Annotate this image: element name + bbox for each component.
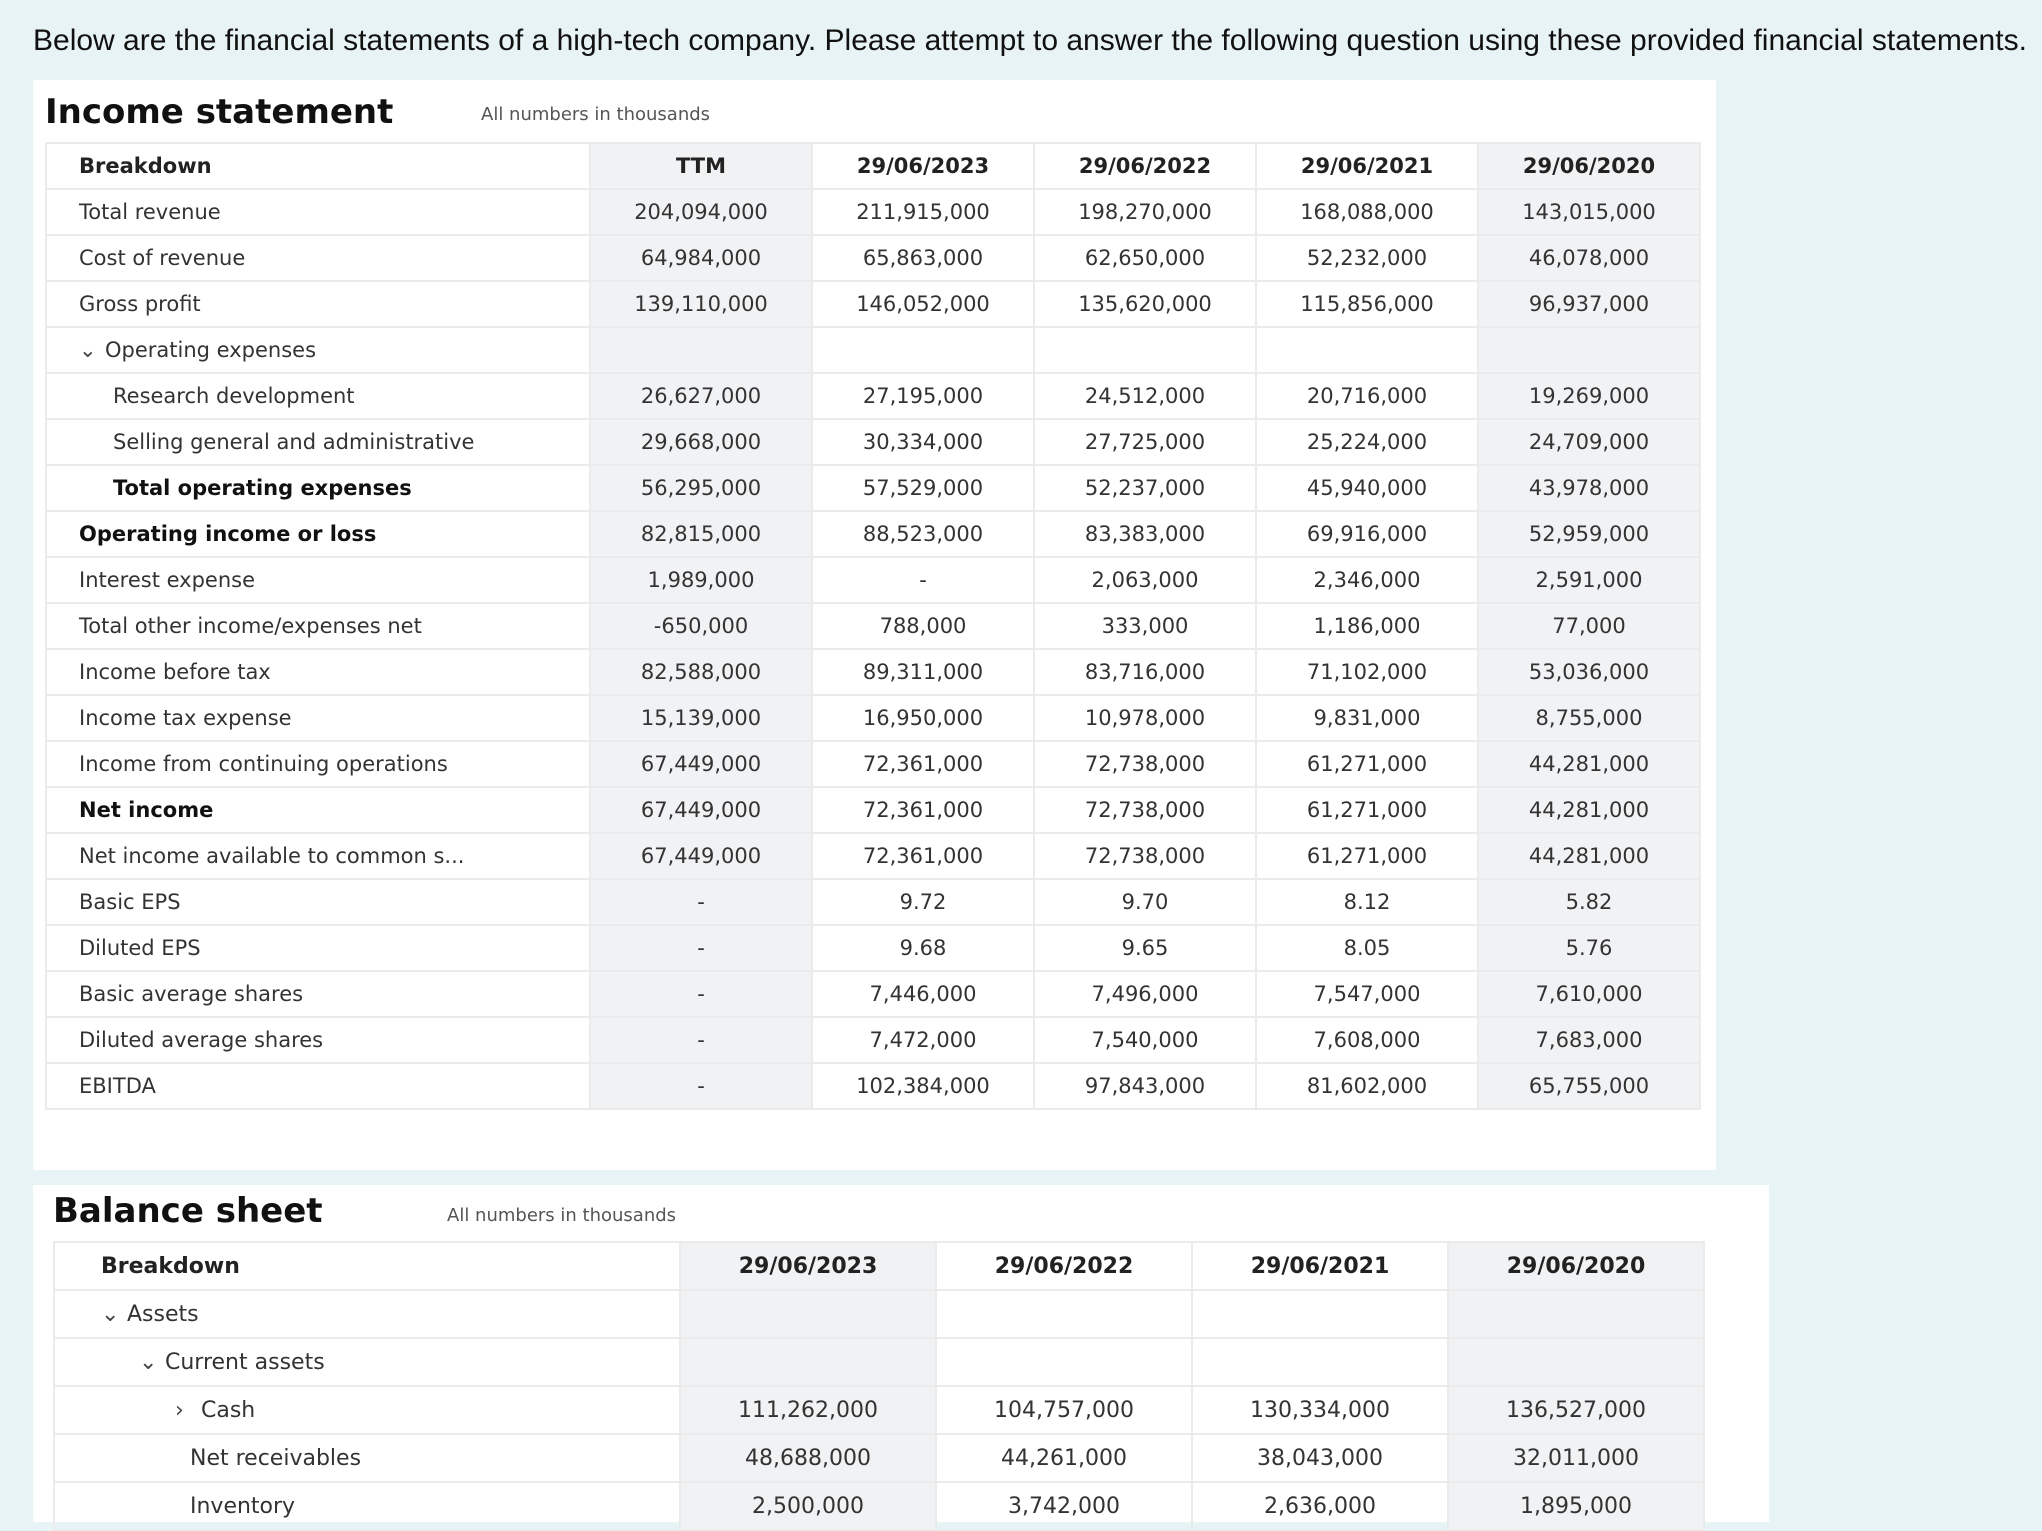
cell-2021: 8.05 [1256,925,1478,971]
table-row [46,1017,1700,1063]
cell-2021 [1192,1290,1448,1338]
row-label: Total other income/expenses net [46,603,590,649]
cell-2021: 7,608,000 [1256,1017,1478,1063]
header-breakdown: Breakdown [46,143,590,189]
table-row [46,557,1700,603]
current-assets-toggle[interactable] [54,1338,680,1386]
table-row [46,741,1700,787]
cell-2020: 43,978,000 [1478,465,1700,511]
row-label: EBITDA [46,1063,590,1109]
cell-2023: 65,863,000 [812,235,1034,281]
cell-ttm [590,327,812,373]
cell-ttm: 29,668,000 [590,419,812,465]
cell-2021: 2,346,000 [1256,557,1478,603]
cell-2023: 111,262,000 [680,1386,936,1434]
row-label: Operating expenses [105,338,317,362]
cell-2023 [680,1338,936,1386]
header-2023: 29/06/2023 [680,1242,936,1290]
cell-2022: 62,650,000 [1034,235,1256,281]
cell-2021: 1,186,000 [1256,603,1478,649]
cell-2021: 20,716,000 [1256,373,1478,419]
row-label: Total operating expenses [46,465,590,511]
row-label: Assets [127,1301,199,1327]
cell-2022: 10,978,000 [1034,695,1256,741]
cell-2023: - [812,557,1034,603]
cell-2023: 788,000 [812,603,1034,649]
cell-2021: 61,271,000 [1256,833,1478,879]
cell-2022: 27,725,000 [1034,419,1256,465]
cell-ttm: 1,989,000 [590,557,812,603]
cell-2022: 198,270,000 [1034,189,1256,235]
row-label: Net income [46,787,590,833]
cell-2021: 38,043,000 [1192,1434,1448,1482]
header-2020: 29/06/2020 [1478,143,1700,189]
cell-ttm: - [590,1017,812,1063]
cell-2020: 46,078,000 [1478,235,1700,281]
row-label: Selling general and administrative [46,419,590,465]
cell-ttm: 204,094,000 [590,189,812,235]
cell-2021: 7,547,000 [1256,971,1478,1017]
cell-ttm: 67,449,000 [590,787,812,833]
cell-2022: 9.65 [1034,925,1256,971]
cell-2023: 9.68 [812,925,1034,971]
cell-2023 [812,327,1034,373]
chevron-right-icon[interactable]: › [175,1397,184,1423]
cell-2020: 143,015,000 [1478,189,1700,235]
cell-2020: 5.76 [1478,925,1700,971]
row-label: Diluted EPS [46,925,590,971]
cell-2023: 9.72 [812,879,1034,925]
cell-2022: 24,512,000 [1034,373,1256,419]
table-row [46,787,1700,833]
cell-ttm: - [590,1063,812,1109]
income-statement-panel [33,80,1716,1170]
table-row [46,511,1700,557]
cell-2023: 7,472,000 [812,1017,1034,1063]
cell-2020 [1478,327,1700,373]
cell-2020: 7,610,000 [1478,971,1700,1017]
cell-2021 [1256,327,1478,373]
table-row[interactable] [54,1290,1704,1338]
cell-2022: 52,237,000 [1034,465,1256,511]
header-ttm: TTM [590,143,812,189]
cell-2020: 44,281,000 [1478,787,1700,833]
intro-text: Below are the financial statements of a high-tech company. Please attempt to answer the following question using these provided financial statements. [33,24,2027,57]
cell-2022: 135,620,000 [1034,281,1256,327]
table-row [46,833,1700,879]
cell-ttm: 67,449,000 [590,833,812,879]
cell-2021: 8.12 [1256,879,1478,925]
cell-2023 [680,1290,936,1338]
chevron-down-icon[interactable]: ⌄ [139,1349,158,1375]
operating-expenses-toggle[interactable] [46,327,590,373]
cell-2021: 71,102,000 [1256,649,1478,695]
income-statement-subtitle: All numbers in thousands [481,104,711,125]
chevron-down-icon[interactable]: ⌄ [101,1301,120,1327]
cell-2021: 25,224,000 [1256,419,1478,465]
balance-header-row [54,1242,1704,1290]
table-row [54,1434,1704,1482]
table-row [46,281,1700,327]
cell-2020: 53,036,000 [1478,649,1700,695]
row-label: Basic EPS [46,879,590,925]
cell-2020: 65,755,000 [1478,1063,1700,1109]
cell-2023: 27,195,000 [812,373,1034,419]
row-label: Gross profit [46,281,590,327]
chevron-down-icon[interactable]: ⌄ [79,338,97,362]
cell-2023: 88,523,000 [812,511,1034,557]
header-2022: 29/06/2022 [936,1242,1192,1290]
balance-sheet-panel [33,1185,1769,1522]
table-row [46,419,1700,465]
header-breakdown: Breakdown [54,1242,680,1290]
cell-2022 [936,1290,1192,1338]
cell-2023: 211,915,000 [812,189,1034,235]
cell-2020: 19,269,000 [1478,373,1700,419]
cell-2022: 104,757,000 [936,1386,1192,1434]
cell-2020: 44,281,000 [1478,741,1700,787]
cell-2020: 44,281,000 [1478,833,1700,879]
cell-2021: 52,232,000 [1256,235,1478,281]
header-2021: 29/06/2021 [1256,143,1478,189]
cell-2020: 77,000 [1478,603,1700,649]
cell-ttm: 139,110,000 [590,281,812,327]
row-label: Cash [201,1397,256,1423]
cell-2022: 44,261,000 [936,1434,1192,1482]
table-row[interactable] [54,1338,1704,1386]
cell-2022: 7,496,000 [1034,971,1256,1017]
header-2022: 29/06/2022 [1034,143,1256,189]
cell-2021: 61,271,000 [1256,787,1478,833]
cell-2021: 168,088,000 [1256,189,1478,235]
cell-2021 [1192,1338,1448,1386]
row-label: Total revenue [46,189,590,235]
cell-2022: 72,738,000 [1034,833,1256,879]
cell-2022: 83,716,000 [1034,649,1256,695]
cash-toggle[interactable] [54,1386,680,1434]
cell-2021: 130,334,000 [1192,1386,1448,1434]
cell-ttm: 82,588,000 [590,649,812,695]
cell-2021: 2,636,000 [1192,1482,1448,1530]
cell-2023: 30,334,000 [812,419,1034,465]
cell-ttm: 82,815,000 [590,511,812,557]
table-row[interactable] [54,1386,1704,1434]
row-label: Income tax expense [46,695,590,741]
row-label: Interest expense [46,557,590,603]
cell-ttm: 67,449,000 [590,741,812,787]
row-label: Inventory [54,1482,680,1530]
cell-ttm: - [590,879,812,925]
cell-2023: 146,052,000 [812,281,1034,327]
cell-ttm: - [590,925,812,971]
cell-2021: 81,602,000 [1256,1063,1478,1109]
table-row [54,1482,1704,1530]
table-row [46,235,1700,281]
cell-2020: 96,937,000 [1478,281,1700,327]
cell-2021: 61,271,000 [1256,741,1478,787]
row-label: Income before tax [46,649,590,695]
row-label: Income from continuing operations [46,741,590,787]
table-row [46,879,1700,925]
cell-2023: 2,500,000 [680,1482,936,1530]
cell-2022: 7,540,000 [1034,1017,1256,1063]
income-statement-table [45,142,1701,1110]
row-label: Basic average shares [46,971,590,1017]
cell-ttm: 15,139,000 [590,695,812,741]
cell-2022: 3,742,000 [936,1482,1192,1530]
table-row [46,189,1700,235]
balance-sheet-table [53,1241,1705,1531]
cell-2022: 83,383,000 [1034,511,1256,557]
cell-2021: 9,831,000 [1256,695,1478,741]
row-label: Current assets [165,1349,325,1375]
cell-ttm: -650,000 [590,603,812,649]
header-2021: 29/06/2021 [1192,1242,1448,1290]
table-row [46,465,1700,511]
balance-sheet-subtitle: All numbers in thousands [447,1205,677,1226]
row-label: Cost of revenue [46,235,590,281]
cell-2021: 115,856,000 [1256,281,1478,327]
cell-2023: 89,311,000 [812,649,1034,695]
cell-2020: 7,683,000 [1478,1017,1700,1063]
cell-2020: 2,591,000 [1478,557,1700,603]
cell-2023: 16,950,000 [812,695,1034,741]
cell-2020: 8,755,000 [1478,695,1700,741]
cell-2022: 72,738,000 [1034,787,1256,833]
table-row [46,925,1700,971]
cell-2020: 24,709,000 [1478,419,1700,465]
cell-2020 [1448,1290,1704,1338]
income-header-row [46,143,1700,189]
table-row [46,1063,1700,1109]
cell-ttm: 26,627,000 [590,373,812,419]
balance-sheet-title: Balance sheet [53,1191,323,1231]
table-row[interactable] [46,327,1700,373]
assets-toggle[interactable] [54,1290,680,1338]
row-label: Research development [46,373,590,419]
cell-2022 [936,1338,1192,1386]
header-2023: 29/06/2023 [812,143,1034,189]
cell-2022 [1034,327,1256,373]
cell-2020 [1448,1338,1704,1386]
cell-2022: 2,063,000 [1034,557,1256,603]
row-label: Net income available to common s... [46,833,590,879]
table-row [46,649,1700,695]
cell-2021: 69,916,000 [1256,511,1478,557]
cell-2022: 97,843,000 [1034,1063,1256,1109]
cell-2021: 45,940,000 [1256,465,1478,511]
cell-2023: 48,688,000 [680,1434,936,1482]
cell-2020: 1,895,000 [1448,1482,1704,1530]
cell-2020: 52,959,000 [1478,511,1700,557]
header-2020: 29/06/2020 [1448,1242,1704,1290]
income-statement-title: Income statement [45,92,394,132]
table-row [46,971,1700,1017]
cell-2023: 72,361,000 [812,741,1034,787]
cell-ttm: 56,295,000 [590,465,812,511]
cell-2023: 7,446,000 [812,971,1034,1017]
cell-2020: 136,527,000 [1448,1386,1704,1434]
table-row [46,603,1700,649]
cell-2023: 72,361,000 [812,833,1034,879]
cell-2020: 5.82 [1478,879,1700,925]
cell-2022: 333,000 [1034,603,1256,649]
cell-2020: 32,011,000 [1448,1434,1704,1482]
cell-2023: 102,384,000 [812,1063,1034,1109]
cell-2023: 72,361,000 [812,787,1034,833]
cell-ttm: - [590,971,812,1017]
cell-ttm: 64,984,000 [590,235,812,281]
table-row [46,695,1700,741]
table-row [46,373,1700,419]
cell-2022: 9.70 [1034,879,1256,925]
row-label: Net receivables [54,1434,680,1482]
cell-2022: 72,738,000 [1034,741,1256,787]
cell-2023: 57,529,000 [812,465,1034,511]
row-label: Operating income or loss [46,511,590,557]
row-label: Diluted average shares [46,1017,590,1063]
